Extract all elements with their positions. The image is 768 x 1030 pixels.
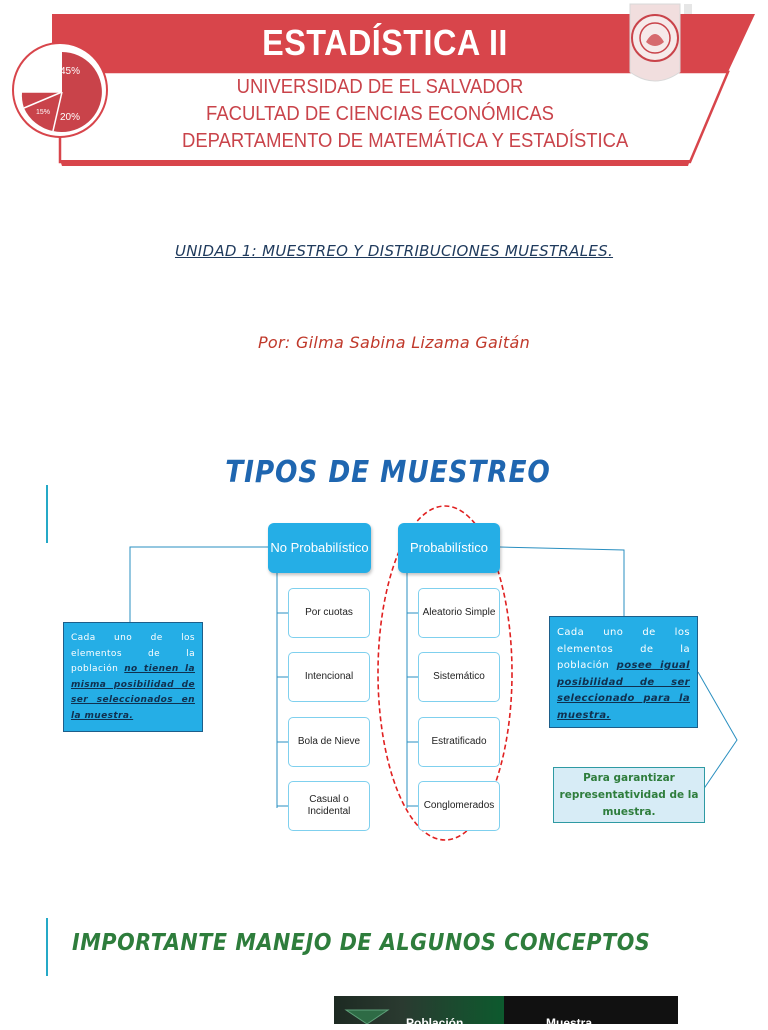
university-name: UNIVERSIDAD DE EL SALVADOR <box>236 75 524 98</box>
node-probabilistico: Probabilístico <box>398 523 500 573</box>
sub-node-por-cuotas: Por cuotas <box>288 588 370 638</box>
section-accent-bar-2 <box>46 918 48 976</box>
panel-label-poblacion: Población <box>406 1016 464 1030</box>
faculty-name: FACULTAD DE CIENCIAS ECONÓMICAS <box>206 102 554 125</box>
sub-node-sistematico: Sistemático <box>418 652 500 702</box>
sub-node-bola-de-nieve: Bola de Nieve <box>288 717 370 767</box>
node-no-probabilistico: No Probabilístico <box>268 523 371 573</box>
unit-title: UNIDAD 1: MUESTREO Y DISTRIBUCIONES MUESTRALES. <box>174 242 614 260</box>
department-name: DEPARTAMENTO DE MATEMÁTICA Y ESTADÍSTICA <box>182 129 629 152</box>
sub-node-casual: Casual o Incidental <box>288 781 370 831</box>
pie-label-45: 45% <box>60 66 81 77</box>
note-representatividad: Para garantizar representatividad de la muestra. <box>553 767 705 823</box>
section-heading-importante: IMPORTANTE MANEJO DE ALGUNOS CONCEPTOS <box>72 930 651 956</box>
panel-label-muestra: Muestra <box>546 1016 593 1030</box>
note-probabilistico: Cada uno de los elementos de la población posee igual posibilidad de ser seleccionado para la muestra. <box>549 616 698 728</box>
concepts-panel <box>334 996 678 1030</box>
sub-node-estratificado: Estratificado <box>418 717 500 767</box>
author-line: Por: Gilma Sabina Lizama Gaitán <box>257 333 531 352</box>
pie-label-15: 15% <box>36 109 51 116</box>
pie-label-20: 20% <box>60 112 81 123</box>
sub-node-conglomerados: Conglomerados <box>418 781 500 831</box>
course-title: ESTADÍSTICA II <box>262 22 508 63</box>
note-no-probabilistico: Cada uno de los elementos de la población no tienen la misma posibilidad de ser seleccionados en la muestra. <box>63 622 203 732</box>
sub-node-intencional: Intencional <box>288 652 370 702</box>
sub-node-aleatorio-simple: Aleatorio Simple <box>418 588 500 638</box>
section-heading-tipos: TIPOS DE MUESTREO <box>225 455 551 490</box>
triangle-icon <box>344 1008 390 1024</box>
